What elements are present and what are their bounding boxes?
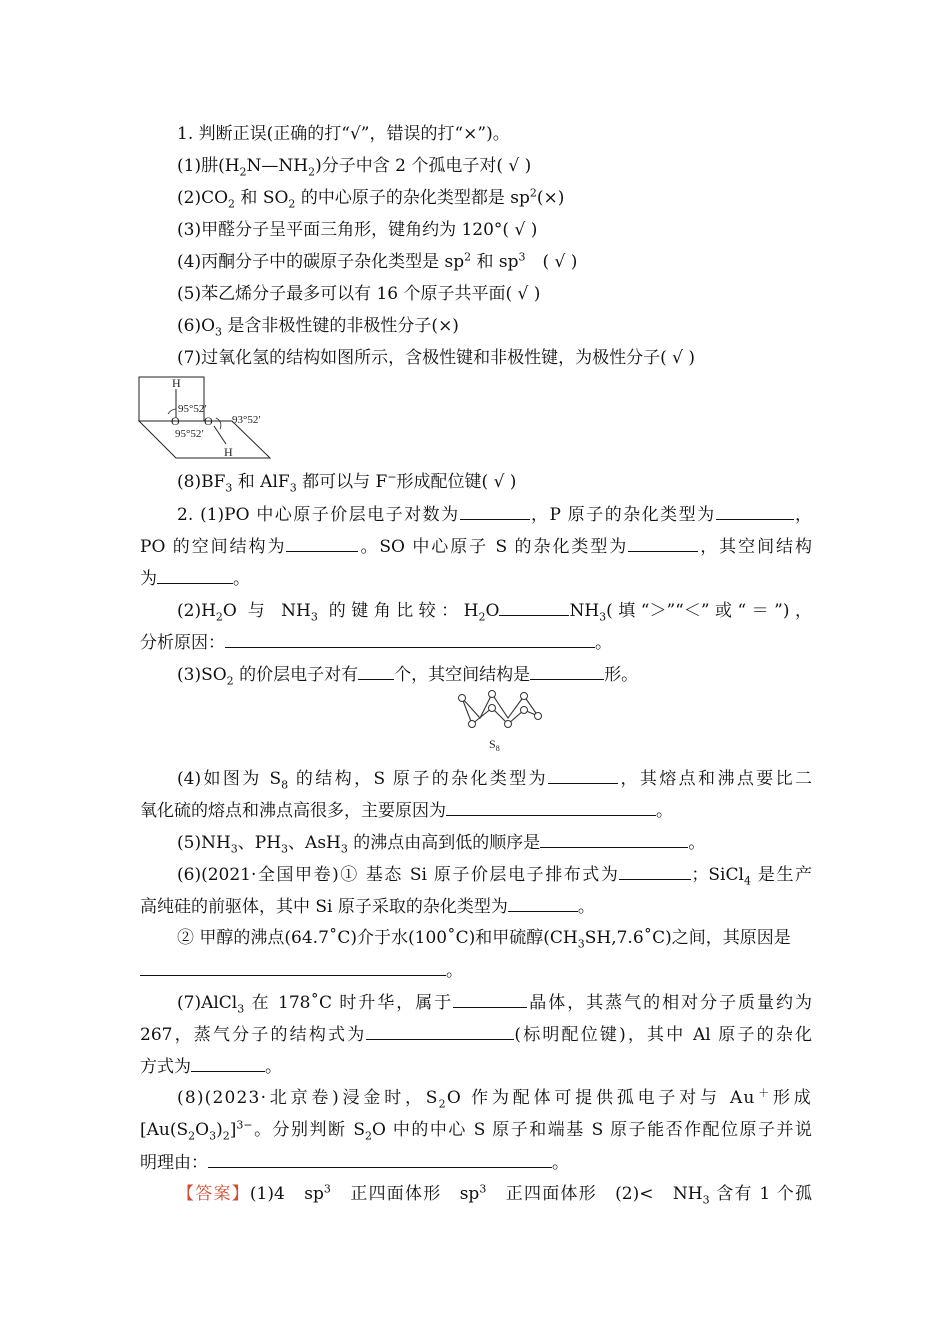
answer-line: 【答案】(1)4 $sp^3$ 正四面体形 $sp^3$ 正四面体形 (2)< $NH_3$ 含有 1 个孤: [177, 1182, 813, 1207]
q1-item-8: $(8)BF_3$ 和 AlF$_3$ 都可以与 F−形成配位键( √ ): [177, 470, 517, 495]
q1-item-7: (7)过氧化氢的结构如图所示，含极性键和非极性键，为极性分子( √ ): [177, 348, 695, 368]
answer-blank[interactable]: [225, 630, 595, 648]
q2-part1-line3: 为 。: [140, 566, 812, 591]
answer-blank[interactable]: [460, 502, 530, 520]
q2-part2-line1: $(2)H_2O$ 与 $NH_3$ 的键角比较：$H_2O$ $NH_3$(填“＞”“＜”或“＝”)，: [177, 598, 812, 623]
q1-item-1: (1)肼$(H_2N—NH_2)$分子中含 2 个孤电子对( √ ): [177, 156, 532, 179]
answer-blank[interactable]: [548, 766, 618, 784]
s-atom: [521, 693, 528, 700]
q2-part8-line2: $[Au(S_2O_3)_2]^{3-}$。分别判断 $S_2O$ 中的中心 S 原子和端基 S 原子能否作配位原子并说: [140, 1118, 812, 1143]
answer-blank[interactable]: [716, 502, 794, 520]
answer-blank[interactable]: [286, 534, 358, 552]
q2-part6-line4: 。: [140, 958, 812, 983]
q2-part3: $(3)SO_2$ 的价层电子对有 个，其空间结构是 形。: [177, 662, 812, 687]
q2-part6-line3: ② 甲醇的沸点(64.7˚C)介于水(100˚C)和甲硫醇$(CH_3SH,7.6˚C)$之间，其原因是: [177, 928, 791, 951]
answer-blank[interactable]: [540, 830, 688, 848]
h2o2-structure-figure: [136, 374, 286, 462]
q2-part7-line2: 267，蒸气分子的结构式为 (标明配位键)，其中 Al 原子的杂化: [140, 1022, 812, 1047]
angle-label-2: 93°52′: [232, 414, 261, 426]
o-atom-right: O: [204, 414, 213, 428]
s-atom: [521, 707, 528, 714]
answer-blank[interactable]: [530, 662, 604, 680]
s8-label: $S_8$: [489, 737, 500, 753]
s-atom: [469, 721, 476, 728]
q2-part8-line1: (8)(2023·北京卷)浸金时，$S_2O$ 作为配体可提供孤电子对与 Au＋形成: [177, 1086, 812, 1111]
q1-item-3: (3)甲醛分子呈平面三角形，键角约为 120°( √ ): [177, 220, 538, 240]
q2-part2-line2: 分析原因： 。: [140, 630, 812, 655]
q2-part1-line1: 2. (1)PO 中心原子价层电子对数为 ，P 原子的杂化类型为 ，: [177, 502, 812, 527]
h-atom-top: H: [172, 376, 181, 390]
answer-blank[interactable]: [208, 1150, 552, 1168]
answer-blank[interactable]: [628, 534, 698, 552]
s8-ring-figure: [452, 688, 542, 754]
q1-item-4: (4)丙酮分子中的碳原子杂化类型是 $sp^2$ 和 $sp^3$ ( √ ): [177, 250, 578, 272]
answer-tag: 【答案】: [177, 1184, 250, 1204]
answer-blank[interactable]: [366, 1022, 514, 1040]
q2-part8-line3: 明理由： 。: [140, 1150, 812, 1175]
o-atom-left: O: [171, 414, 180, 428]
s-atom: [505, 721, 512, 728]
angle-arc-2: [216, 418, 221, 429]
q1-item-5: (5)苯乙烯分子最多可以有 16 个原子共平面( √ ): [177, 284, 541, 304]
angle-label-1: 95°52′: [178, 403, 207, 415]
s-atom: [489, 691, 496, 698]
q2-part6-line2: 高纯硅的前驱体，其中 Si 原子采取的杂化类型为 。: [140, 894, 812, 919]
s-atom: [535, 713, 542, 720]
answer-blank[interactable]: [358, 662, 394, 680]
angle-label-3: 95°52′: [175, 428, 204, 440]
answer-blank[interactable]: [453, 990, 527, 1008]
q2-part6-line1: (6)(2021·全国甲卷)① 基态 Si 原子价层电子排布式为 ；SiCl$_4$ 是生产: [177, 862, 812, 887]
q1-item-6: $(6)O_3$ 是含非极性键的非极性分子(×): [177, 316, 459, 339]
q2-part7-line1: (7)AlCl$_3$ 在 178˚C 时升华，属于 晶体，其蒸气的相对分子质量约为: [177, 990, 812, 1015]
q1-title: 1. 判断正误(正确的打“√”，错误的打“×”)。: [177, 124, 510, 144]
q1-item-2: $(2)CO_2$ 和 $SO_2$ 的中心原子的杂化类型都是 $sp^2(\times)$: [177, 186, 565, 211]
answer-blank[interactable]: [446, 798, 656, 816]
h-atom-bottom: H: [224, 445, 233, 459]
q2-part5: $(5)NH_3$、$PH_3$、AsH$_3$ 的沸点由高到低的顺序是 。: [177, 830, 812, 855]
q2-part4-line2: 氧化硫的熔点和沸点高很多，主要原因为 。: [140, 798, 812, 823]
s-atom: [489, 705, 496, 712]
q2-part7-line3: 方式为 。: [140, 1054, 812, 1079]
answer-blank[interactable]: [499, 598, 569, 616]
q2-part4-line1: (4)如图为 $S_8$ 的结构，S 原子的杂化类型为 ，其熔点和沸点要比二: [177, 766, 812, 791]
answer-blank[interactable]: [619, 862, 691, 880]
answer-blank[interactable]: [140, 958, 446, 976]
q2-part1-line2: PO 的空间结构为 。SO 中心原子 S 的杂化类型为 ，其空间结构: [140, 534, 812, 559]
answer-blank[interactable]: [508, 894, 578, 912]
answer-blank[interactable]: [191, 1054, 265, 1072]
answer-blank[interactable]: [157, 566, 233, 584]
s-atom: [459, 695, 466, 702]
